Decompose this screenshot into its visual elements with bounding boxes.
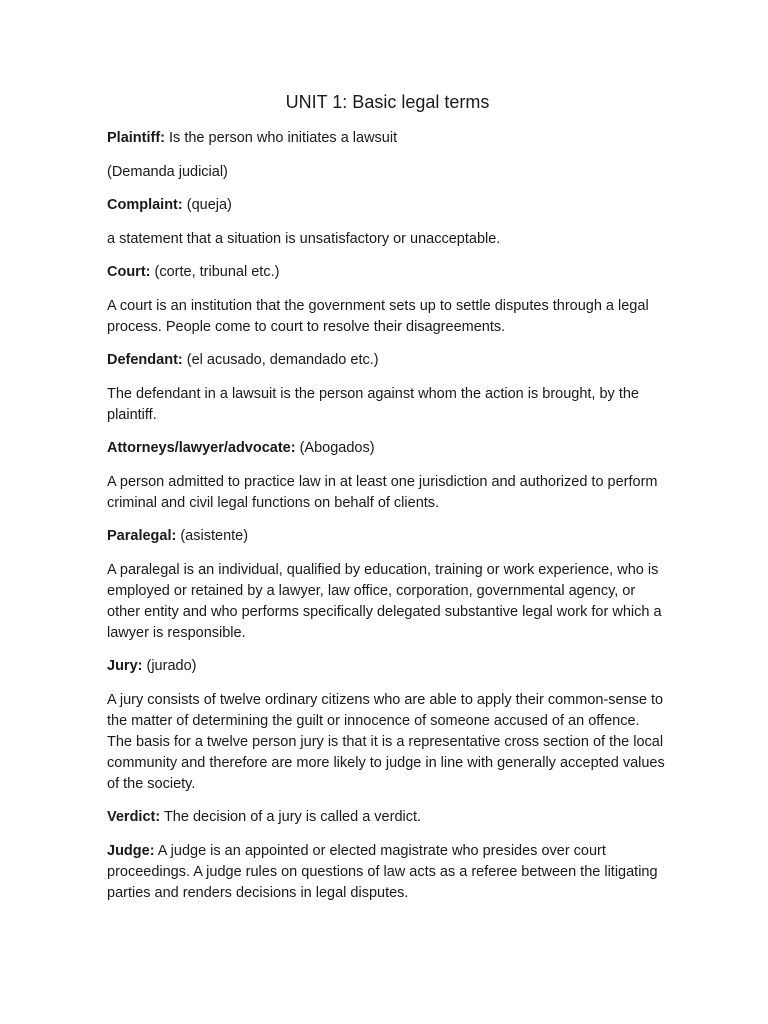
entry-plaintiff (107, 128, 668, 149)
term-text: (jurado) (142, 658, 197, 674)
term-label: Verdict: (107, 809, 161, 825)
entry-defendant (107, 350, 668, 371)
entry-plaintiff-translation: (Demanda judicial) (107, 163, 228, 180)
term-text: (el acusado, demandado etc.) (182, 352, 379, 368)
entry-paralegal (107, 526, 668, 547)
term-text: The decision of a jury is called a verdict. (160, 809, 422, 825)
entry-paralegal-definition: A paralegal is an individual, qualified by education, training or work experience, who is employed or retained by a lawyer, law office, corporation, governmental agency, or other entity and who performs specifically delegated substantive legal work for which a lawyer is responsible. (107, 561, 662, 641)
term-label: Defendant: (107, 352, 183, 368)
entry-court-definition: A court is an institution that the government sets up to settle disputes through a legal process. People come to court to resolve their disagreements. (107, 297, 649, 335)
page-title: UNIT 1: Basic legal terms (285, 92, 490, 112)
entry-verdict (107, 807, 668, 828)
term-text: Is the person who initiates a lawsuit (165, 130, 398, 146)
term-label: Jury: (107, 658, 143, 674)
term-text: A judge is an appointed or elected magistrate who presides over court proceedings. A judge rules on questions of law acts as a referee between the litigating parties and renders decisions in legal disputes. (107, 842, 658, 901)
entry-jury (107, 656, 668, 677)
term-text: (corte, tribunal etc.) (150, 264, 280, 280)
entry-attorneys (107, 438, 668, 459)
term-text: (queja) (182, 197, 232, 213)
entry-attorneys-definition: A person admitted to practice law in at least one jurisdiction and authorized to perform criminal and civil legal functions on behalf of clients. (107, 473, 658, 511)
entry-judge (107, 841, 668, 904)
term-label: Paralegal: (107, 528, 177, 544)
entry-court (107, 262, 668, 283)
term-label: Judge: (107, 842, 155, 859)
term-label: Court: (107, 264, 151, 280)
term-label: Complaint: (107, 197, 183, 213)
term-label: Plaintiff: (107, 130, 165, 146)
entry-defendant-definition: The defendant in a lawsuit is the person against whom the action is brought, by the plaintiff. (107, 385, 639, 423)
entry-complaint-definition: a statement that a situation is unsatisfactory or unacceptable. (107, 230, 501, 247)
term-label: Attorneys/lawyer/advocate: (107, 440, 296, 456)
term-text: (Abogados) (295, 440, 375, 456)
entry-complaint (107, 195, 668, 216)
term-text: (asistente) (176, 528, 249, 544)
entry-jury-definition: A jury consists of twelve ordinary citizens who are able to apply their common-sense to the matter of determining the guilt or innocence of someone accused of an offence. The basis for a twelve person jury is that it is a representative cross section of the local community and therefore are more likely to judge in line with generally accepted values of the society. (107, 691, 665, 792)
